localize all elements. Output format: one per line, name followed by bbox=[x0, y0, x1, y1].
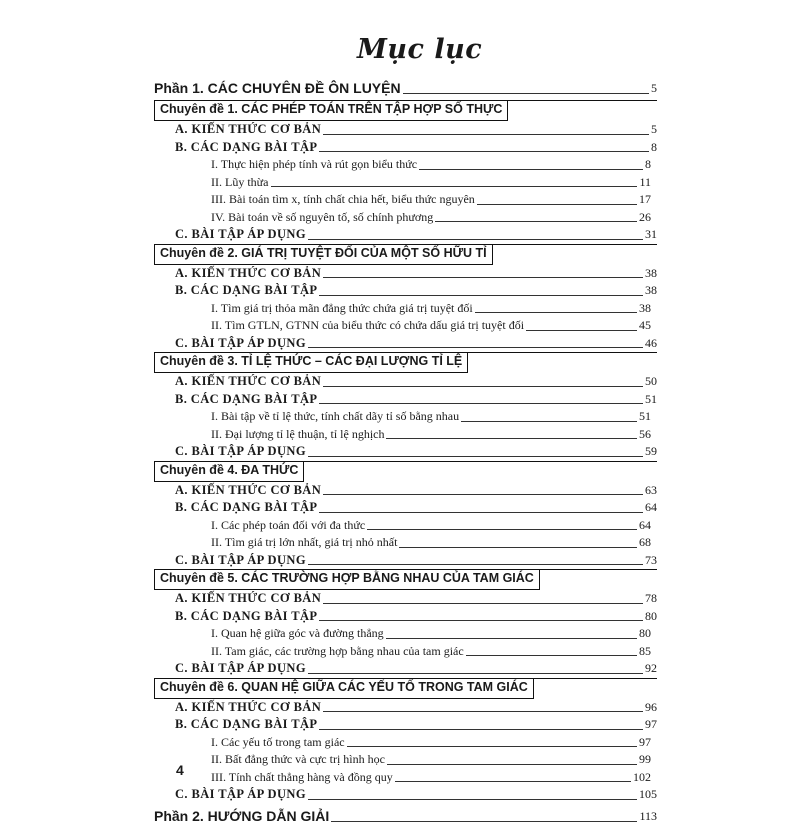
toc-entry-part bbox=[147, 76, 657, 100]
toc-entry-label: A. KIẾN THỨC CƠ BẢN bbox=[175, 699, 322, 714]
toc-entry-label: Chuyên đề 3. TỈ LỆ THỨC – CÁC ĐẠI LƯỢNG TỈ LỆ bbox=[160, 354, 463, 368]
toc-entry-sub bbox=[147, 209, 657, 227]
toc-entry-label: Phần 1. CÁC CHUYÊN ĐỀ ÔN LUYỆN bbox=[154, 80, 401, 96]
toc-entry-label: C. BÀI TẬP ÁP DỤNG bbox=[175, 227, 306, 241]
toc-entry-label: IV. Bài toán về số nguyên tố, số chính phương bbox=[211, 209, 434, 224]
toc-entry-label: II. Tam giác, các trường hợp bằng nhau của tam giác bbox=[211, 643, 464, 658]
toc-entry-sec bbox=[147, 443, 657, 461]
leader-line bbox=[319, 620, 643, 621]
toc-entry-label: Chuyên đề 5. CÁC TRƯỜNG HỢP BẰNG NHAU CỦA TAM GIÁC bbox=[160, 571, 534, 585]
toc-entry-page: 38 bbox=[645, 265, 657, 280]
toc-entry-sec bbox=[147, 608, 657, 626]
toc-entry-page: 11 bbox=[639, 174, 651, 189]
toc-entry-label: Chuyên đề 2. GIÁ TRỊ TUYỆT ĐỐI CỦA MỘT SỐ HỮU TỈ bbox=[160, 245, 487, 260]
leader-line bbox=[308, 799, 637, 800]
toc-entry-sub bbox=[147, 751, 657, 769]
leader-line bbox=[319, 295, 643, 296]
toc-entry-page: 8 bbox=[645, 157, 651, 171]
leader-line bbox=[347, 746, 637, 747]
leader-line bbox=[386, 638, 637, 639]
toc-entry-sec bbox=[147, 699, 657, 717]
leader-line bbox=[308, 347, 643, 348]
leader-line bbox=[323, 386, 643, 387]
toc-entry-page: 96 bbox=[645, 699, 657, 714]
toc-entry-page: 46 bbox=[645, 335, 657, 350]
leader-line bbox=[319, 151, 649, 152]
leader-line bbox=[395, 781, 631, 782]
leader-line bbox=[399, 547, 637, 548]
page-number: 4 bbox=[176, 762, 184, 778]
toc-entry-sub bbox=[147, 625, 657, 643]
leader-line bbox=[419, 169, 643, 170]
leader-line bbox=[308, 239, 643, 240]
toc-entry-sec bbox=[147, 121, 657, 139]
toc-entry-label: C. BÀI TẬP ÁP DỤNG bbox=[175, 552, 306, 567]
leader-line bbox=[367, 529, 637, 530]
toc-entry-page: 17 bbox=[639, 192, 651, 206]
toc-entry-label: Chuyên đề 4. ĐA THỨC bbox=[160, 462, 299, 477]
leader-line bbox=[466, 655, 637, 656]
toc-entry-label: Phần 2. HƯỚNG DẪN GIẢI bbox=[154, 807, 330, 824]
leader-line bbox=[323, 494, 643, 495]
toc-entry-sec bbox=[147, 139, 657, 157]
toc-entry-sec bbox=[147, 265, 657, 283]
toc-entry-sec bbox=[147, 391, 657, 409]
toc-entry-sec bbox=[147, 660, 657, 678]
toc-entry-page: 105 bbox=[639, 787, 657, 801]
toc-entry-page: 63 bbox=[645, 482, 657, 497]
toc-entry-label: II. Bất đẳng thức và cực trị hình học bbox=[211, 752, 385, 766]
leader-line bbox=[271, 186, 638, 187]
toc-entry-sec bbox=[147, 335, 657, 353]
toc-entry-label: III. Bài toán tìm x, tính chất chia hết, biểu thức nguyên bbox=[211, 192, 475, 206]
toc-entry-label: C. BÀI TẬP ÁP DỤNG bbox=[175, 661, 306, 675]
toc-entry-label: C. BÀI TẬP ÁP DỤNG bbox=[175, 787, 306, 801]
toc-entry-label: I. Bài tập về tỉ lệ thức, tính chất dãy tỉ số bằng nhau bbox=[211, 409, 460, 423]
toc-entry-chap bbox=[147, 461, 657, 482]
leader-line bbox=[461, 421, 637, 422]
toc-entry-label: II. Tìm giá trị lớn nhất, giá trị nhỏ nhất bbox=[211, 535, 398, 549]
toc-entry-page: 26 bbox=[639, 209, 651, 224]
leader-line bbox=[319, 403, 643, 404]
leader-line bbox=[526, 330, 637, 331]
toc-entry-sub bbox=[147, 174, 657, 192]
toc-entry-page: 97 bbox=[645, 717, 657, 731]
leader-line bbox=[403, 93, 649, 94]
toc-entry-label: II. Tìm GTLN, GTNN của biểu thức có chứa dấu giá trị tuyệt đối bbox=[211, 318, 525, 332]
leader-line bbox=[323, 603, 643, 604]
toc-entry-page: 8 bbox=[651, 139, 657, 154]
toc-entry-label: I. Các yếu tố trong tam giác bbox=[211, 734, 345, 749]
leader-line bbox=[308, 564, 643, 565]
toc-entry-label: II. Lũy thừa bbox=[211, 174, 269, 189]
toc-entry-page: 31 bbox=[645, 227, 657, 241]
toc-entry-page: 92 bbox=[645, 661, 657, 675]
leader-line bbox=[319, 729, 643, 730]
toc-entry-label: A. KIẾN THỨC CƠ BẢN bbox=[175, 482, 322, 497]
toc-entry-label: I. Quan hệ giữa góc và đường thẳng bbox=[211, 626, 384, 640]
toc-entry-label: B. CÁC DẠNG BÀI TẬP bbox=[175, 391, 318, 406]
leader-line bbox=[319, 512, 643, 513]
toc-entry-page: 64 bbox=[645, 500, 657, 514]
toc-entry-sub bbox=[147, 317, 657, 335]
toc-entry-label: B. CÁC DẠNG BÀI TẬP bbox=[175, 717, 318, 731]
toc-entry-sec bbox=[147, 552, 657, 570]
toc-entry-sub bbox=[147, 156, 657, 174]
leader-line bbox=[475, 312, 637, 313]
toc-list bbox=[147, 76, 657, 828]
toc-entry-sub bbox=[147, 734, 657, 752]
leader-line bbox=[323, 277, 643, 278]
toc-entry-label: III. Tính chất thẳng hàng và đồng quy bbox=[211, 769, 393, 784]
toc-entry-sub bbox=[147, 426, 657, 444]
leader-line bbox=[323, 134, 649, 135]
toc-entry-page: 85 bbox=[639, 643, 651, 658]
toc-entry-page: 78 bbox=[645, 591, 657, 605]
toc-entry-page: 50 bbox=[645, 374, 657, 388]
toc-entry-sec bbox=[147, 482, 657, 500]
toc-entry-chap bbox=[147, 678, 657, 699]
toc-entry-chap bbox=[147, 569, 657, 590]
toc-entry-page: 5 bbox=[651, 122, 657, 136]
toc-entry-page: 51 bbox=[645, 391, 657, 406]
toc-entry-page: 102 bbox=[633, 769, 651, 784]
toc-entry-sec bbox=[147, 282, 657, 300]
leader-line bbox=[323, 711, 643, 712]
toc-entry-sub bbox=[147, 534, 657, 552]
toc-entry-label: B. CÁC DẠNG BÀI TẬP bbox=[175, 139, 318, 154]
toc-entry-sec bbox=[147, 226, 657, 244]
leader-line bbox=[331, 821, 637, 822]
toc-entry-sec bbox=[147, 373, 657, 391]
toc-entry-label: I. Tìm giá trị thỏa mãn đẳng thức chứa giá trị tuyệt đối bbox=[211, 300, 473, 315]
toc-entry-sec bbox=[147, 590, 657, 608]
leader-line bbox=[435, 221, 637, 222]
toc-entry-page: 113 bbox=[639, 808, 657, 823]
toc-entry-label: I. Thực hiện phép tính và rút gọn biểu thức bbox=[211, 157, 418, 171]
toc-entry-page: 5 bbox=[651, 81, 657, 95]
toc-entry-label: II. Đại lượng tỉ lệ thuận, tỉ lệ nghịch bbox=[211, 426, 385, 441]
toc-entry-chap bbox=[147, 244, 657, 265]
toc-entry-label: B. CÁC DẠNG BÀI TẬP bbox=[175, 608, 318, 623]
page-title: Mục lục bbox=[357, 34, 483, 65]
toc-entry-chap bbox=[147, 100, 657, 121]
toc-entry-page: 51 bbox=[639, 409, 651, 423]
toc-entry-label: B. CÁC DẠNG BÀI TẬP bbox=[175, 500, 318, 514]
toc-entry-page: 80 bbox=[645, 608, 657, 623]
toc-entry-page: 73 bbox=[645, 552, 657, 567]
toc-entry-label: A. KIẾN THỨC CƠ BẢN bbox=[175, 591, 322, 605]
toc-entry-page: 99 bbox=[639, 752, 651, 766]
toc-entry-label: C. BÀI TẬP ÁP DỤNG bbox=[175, 335, 306, 350]
toc-entry-sub bbox=[147, 408, 657, 426]
toc-entry-page: 80 bbox=[639, 626, 651, 640]
toc-entry-sub bbox=[147, 769, 657, 787]
toc-entry-page: 68 bbox=[639, 535, 651, 549]
toc-entry-page: 38 bbox=[645, 283, 657, 297]
toc-entry-sub bbox=[147, 191, 657, 209]
toc-entry-label: A. KIẾN THỨC CƠ BẢN bbox=[175, 122, 322, 136]
toc-entry-sub bbox=[147, 643, 657, 661]
leader-line bbox=[387, 764, 637, 765]
leader-line bbox=[477, 204, 637, 205]
toc-entry-chap bbox=[147, 352, 657, 373]
toc-entry-label: Chuyên đề 1. CÁC PHÉP TOÁN TRÊN TẬP HỢP SỐ THỰC bbox=[160, 102, 503, 116]
leader-line bbox=[308, 456, 643, 457]
toc-entry-label: A. KIẾN THỨC CƠ BẢN bbox=[175, 374, 322, 388]
toc-entry-label: C. BÀI TẬP ÁP DỤNG bbox=[175, 444, 306, 458]
toc-entry-page: 59 bbox=[645, 444, 657, 458]
toc-entry-label: Chuyên đề 6. QUAN HỆ GIỮA CÁC YẾU TỐ TRONG TAM GIÁC bbox=[160, 679, 528, 694]
toc-entry-sec bbox=[147, 716, 657, 734]
toc-entry-sub bbox=[147, 517, 657, 535]
toc-entry-page: 97 bbox=[639, 734, 651, 749]
toc-entry-sec bbox=[147, 786, 657, 804]
toc-entry-sec bbox=[147, 499, 657, 517]
toc-entry-label: A. KIẾN THỨC CƠ BẢN bbox=[175, 265, 322, 280]
leader-line bbox=[386, 438, 637, 439]
toc-entry-page: 64 bbox=[639, 517, 651, 532]
toc-entry-sub bbox=[147, 300, 657, 318]
toc-page bbox=[147, 0, 657, 824]
toc-entry-part bbox=[147, 804, 657, 828]
toc-entry-page: 38 bbox=[639, 300, 651, 315]
leader-line bbox=[308, 673, 643, 674]
toc-entry-label: B. CÁC DẠNG BÀI TẬP bbox=[175, 283, 318, 297]
toc-entry-page: 45 bbox=[639, 318, 651, 332]
toc-entry-page: 56 bbox=[639, 426, 651, 441]
toc-entry-label: I. Các phép toán đối với đa thức bbox=[211, 517, 366, 532]
